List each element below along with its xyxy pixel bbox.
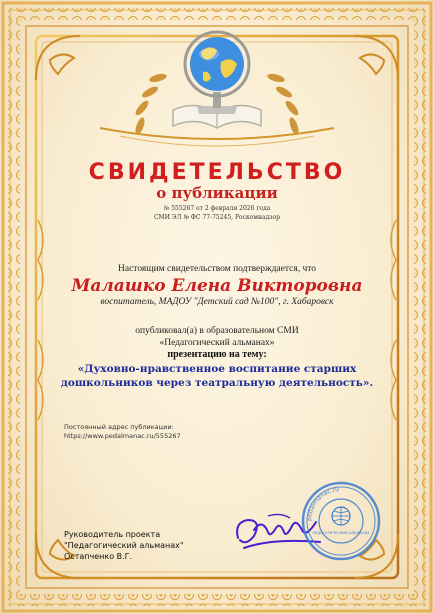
almanac-name: «Педагогический альманах» [159, 338, 275, 348]
registration-number: № 555267 от 2 февраля 2026 года [163, 205, 271, 212]
signer-title: Руководитель проекта [64, 530, 161, 539]
certificate-subtitle: о публикации [156, 184, 278, 202]
published-text: опубликовал(а) в образовательном СМИ [135, 326, 299, 336]
recipient-position: воспитатель, МАДОУ "Детский сад №100", г. Хабаровск [100, 297, 334, 307]
work-title [0, 362, 434, 390]
recipient-name: Малашко Елена Викторовна [71, 276, 363, 296]
stamp-center-text: ПЕДАГОГИЧЕСКИЙ АЛЬМАНАХ [312, 531, 370, 535]
signer-project: "Педагогический альманах" [64, 541, 184, 550]
stamp-icon [300, 480, 382, 562]
stamp-ring-text: pedalmanac.ru [305, 486, 340, 522]
address-url[interactable]: https://www.pedalmanac.ru/555267 [64, 432, 181, 440]
work-title-line-1: «Духовно-нравственное воспитание старших [77, 363, 357, 375]
media-license: СМИ ЭЛ № ФС 77-75245, Роскомнадзор [153, 214, 281, 221]
signer-name: Остапченко В.Г. [64, 552, 133, 561]
address-label: Постоянный адрес публикации: [64, 423, 174, 431]
presentation-label: презентацию на тему: [167, 349, 267, 360]
confirm-text: Настоящим свидетельством подтверждается, что [118, 264, 316, 274]
work-title-line-2: дошкольников через театральную деятельность». [60, 377, 374, 389]
globe-book-emblem-icon [167, 22, 267, 134]
certificate-title: СВИДЕТЕЛЬСТВО [88, 160, 346, 185]
